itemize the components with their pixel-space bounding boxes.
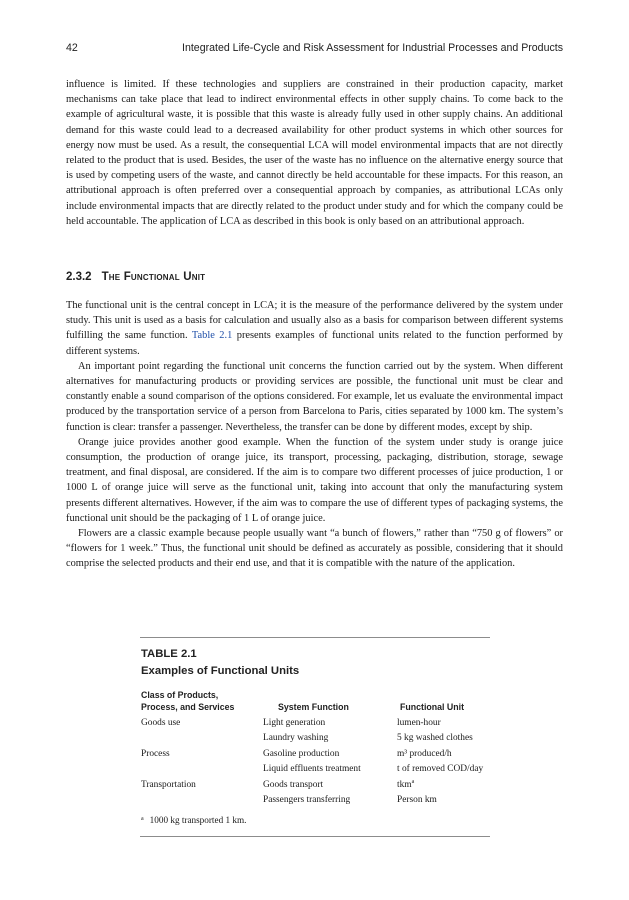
table-cell-unit-text: tkm [397,779,412,790]
paragraph-1 [66,298,563,359]
table-row [141,718,491,733]
table-header-unit: Functional Unit [400,702,465,712]
table-cell-unit-text: t of removed COD/day [397,764,484,775]
table-cell-category: Process [141,748,170,759]
running-title: Integrated Life-Cycle and Risk Assessment for Industrial Processes and Products [182,42,563,54]
table-body [141,718,491,810]
table-title: Examples of Functional Units [141,665,300,677]
section-number: 2.3.2 [66,271,92,283]
paragraph-1-text-b: presents examples of functional units related to the function performed by different systems. [66,330,564,357]
table-cell-function: Liquid effluents treatment [263,764,361,775]
table-cell-unit-text: Person km [397,794,437,805]
running-header [66,42,563,56]
table-cell-unit-sup: a [411,778,415,785]
table-cell-unit [397,718,441,728]
table-cell-unit-text: m³ produced/h [397,748,452,759]
table-cell-function: Goods transport [263,779,324,790]
paragraph-3: Orange juice provides another good example. When the function of the system under study is orange juice consumption, the production of orange juice, its transport, processing, packaging, distribution, storage, sewage treatment, and final disposal, are considered. If the aim is to compare two different processes of juice production, 1 or 1000 L of orange juice will serve as the functional unit, taking into account that only the manufacturing system presents different alternatives. However, if the aim was to compare the use of different types of packaging systems, the functional unit should be the packaging of 1 L of orange juice. [66,436,563,524]
table-header-function: System Function [278,702,349,712]
table-cell-unit [397,764,483,774]
table-cell-function: Laundry washing [263,733,329,744]
table-cell-function: Gasoline production [263,748,340,759]
page-number: 42 [66,42,78,54]
table-row [141,795,491,810]
table-row [141,780,491,795]
table-header-class-line1: Class of Products, [141,690,219,700]
table-footnote [141,815,246,825]
table-reference-link[interactable]: Table 2.1 [191,330,233,342]
section-heading [66,271,563,283]
table-row [141,749,491,764]
section-title: The Functional Unit [101,271,206,283]
table-cell-unit [397,749,452,759]
table-row [141,733,491,748]
table-row [141,764,491,779]
table-cell-category: Goods use [141,718,181,728]
table-cell-unit [397,795,437,805]
table-cell-unit-text: lumen-hour [397,718,441,728]
paragraph-4: Flowers are a classic example because people usually want “a bunch of flowers,” rather than “750 g of flowers” or “flowers for 1 week.” Thus, the functional unit should be defined as accurately as possible, considering that it should comprise the selected products and their end use, and that it is compatible with the nature of the application. [66,528,563,570]
table-header-class-line2: Process, and Services [141,702,235,712]
table-cell-unit [397,733,473,743]
table-cell-unit [397,780,414,790]
table-cell-function: Passengers transferring [263,794,351,805]
table-label: TABLE 2.1 [141,648,197,660]
table-top-rule [140,637,490,638]
paragraph-1-text-a: The functional unit is the central concept in LCA; it is the measure of the performance delivered by the system under study. This unit is used as a basis for calculation and usually also as a basis for comparison between different systems fulfilling the same function. [66,300,563,342]
table-cell-unit-text: 5 kg washed clothes [397,733,473,744]
footnote-mark: a [141,816,144,822]
intro-paragraph: influence is limited. If these technologies and suppliers are constrained in their production capacity, market mechanisms can take place that lead to indirect environmental effects in other supply chains. To come back to the example of agricultural waste, it is possible that this waste is already fully used in other supply chains. An additional demand for this waste could lead to a decreased availability for other product systems in which other sources for energy now must be used. As a result, the consequential LCA will model environmental impacts that are not directly related to the product that is used. Besides, the user of the waste has no influence on the alternative energy source that is used by competing users of the waste, and cannot directly be held accountable for these impacts. For this reason, an attributional approach is often preferred over a consequential approach by companies, as attributional LCAs only include environmental impacts that are directly related to the product under study and for which the company could be held accountable. The application of LCA as described in this book is only based on an attributional approach. [66,79,563,227]
footnote-text: 1000 kg transported 1 km. [149,815,247,825]
table-cell-category: Transportation [141,779,196,790]
paragraph-2: An important point regarding the functional unit concerns the function carried out by the system. When different alternatives for manufacturing products or providing services are possible, the functional unit must be clear and constantly enable a sound comparison of the options considered. For example, let us evaluate the environmental impact produced by the transportation service of a person from Barcelona to Paris, cities separated by 1000 km. The system’s function is clear: transfer a passenger. Nevertheless, the transfer can be done by different modes, except by ship. [66,360,563,433]
intro-paragraph-block [66,77,563,229]
table-header-class [141,689,261,713]
table-cell-function: Light generation [263,718,326,728]
section-body [66,298,563,572]
table-bottom-rule [140,836,490,837]
